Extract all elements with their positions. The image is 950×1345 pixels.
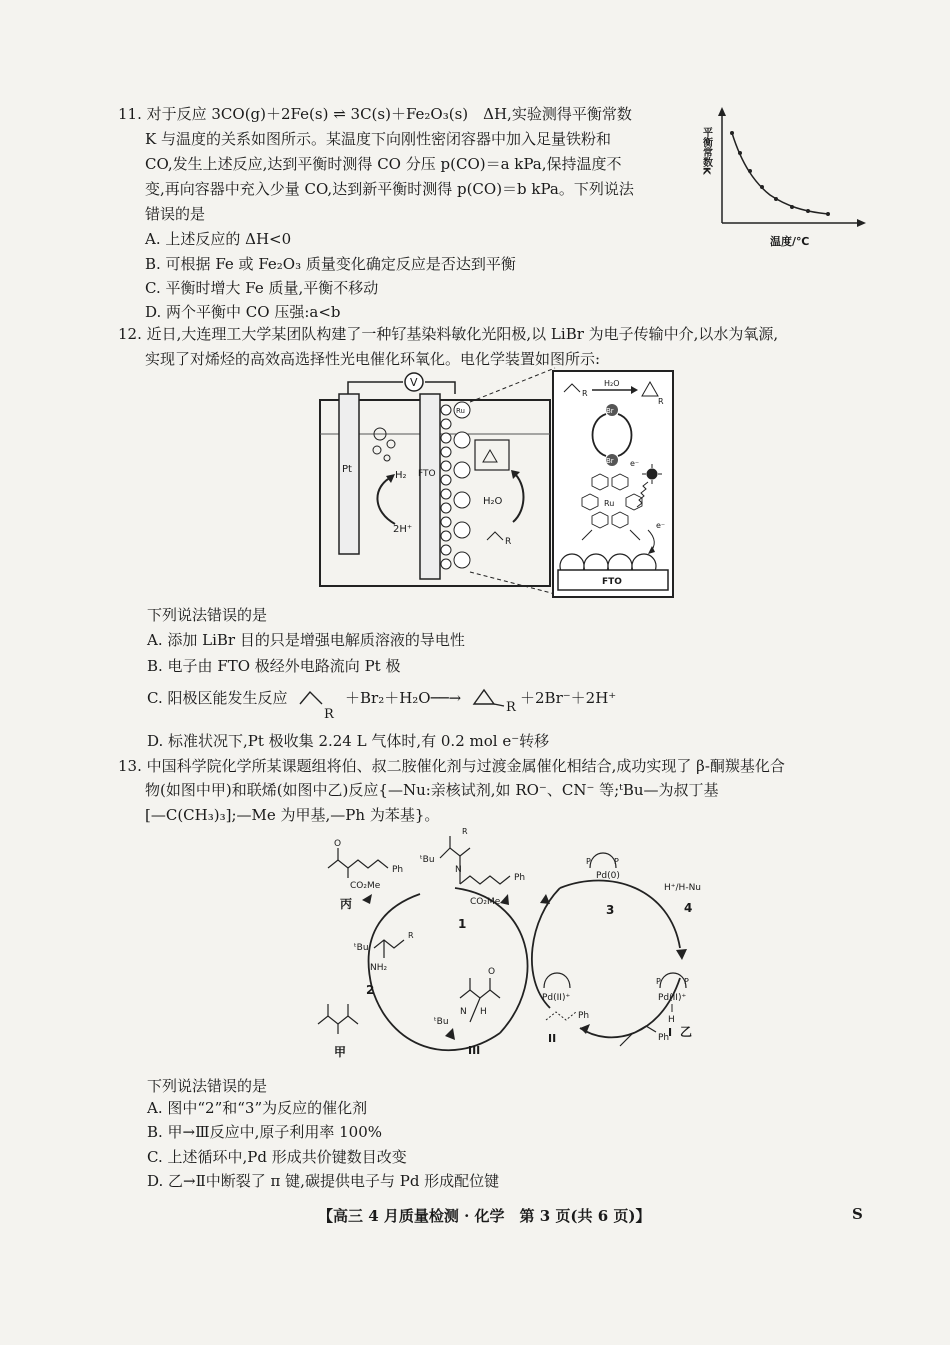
label-I: I [668,1026,673,1039]
label-1: 1 [458,917,467,931]
int1-co2me-label: CO₂Me [470,897,501,907]
br-label-a: Br [606,407,614,415]
option-c-equation: ＋Br₂＋H₂O──→ [345,689,462,707]
q12-option-b[interactable]: B. 电子由 FTO 极经外电路流向 Pt 极 [147,657,401,675]
pd2a-h-label: H [668,1015,675,1025]
fto-label: FTO [418,469,436,479]
label-jia: 甲 [334,1045,347,1059]
br-label-b: Br [606,457,614,465]
int1-tbu-label: ᵗBu [420,855,435,865]
electron-label-2: e⁻ [656,521,666,530]
option-c-r-substituent-1: R [324,707,334,722]
svg-text:R: R [582,389,588,398]
q11-stem-line-4: 变,再向容器中充入少量 CO,达到新平衡时测得 p(CO)＝b kPa。下列说法 [145,180,634,198]
q11-stem-line-5: 错误的是 [145,205,206,223]
h-plus-label: 2H⁺ [393,524,413,535]
ru-label: Ru [456,407,465,415]
label-3: 3 [606,903,615,917]
int3-h-label: H [480,1007,487,1017]
q12-stem-line-1: 12. 近日,大连理工大学某团队构建了一种钌基染料敏化光阳极,以 LiBr 为电子传输中介,以水为氧源, [118,325,779,343]
catalytic-cycle-diagram [310,828,720,1076]
product-co2me-label: CO₂Me [350,881,381,891]
int3-n-label: N [460,1007,467,1017]
q12-question: 下列说法错误的是 [147,606,268,624]
epoxide-structure [470,684,520,714]
int1-ph-label: Ph [514,873,526,883]
photoanode-zoom-panel [552,370,674,598]
product-o-label: O [334,839,342,849]
product-ph-label: Ph [392,865,404,875]
cat2-tbu-label: ᵗBu [354,943,369,953]
pd2a-label: Pd(II)⁺ [658,993,687,1003]
q13-option-d[interactable]: D. 乙→Ⅱ中断裂了 π 键,碳提供电子与 Pd 形成配位键 [147,1172,500,1190]
k-vs-temperature-graph [700,105,870,255]
voltmeter-label: V [410,376,418,389]
q13-stem-line-2: 物(如图中甲)和联烯(如图中乙)反应{—Nu:亲核试剂,如 RO⁻、CN⁻ 等;ᵗBu—为叔丁基 [145,781,719,799]
label-II: II [548,1032,557,1045]
q11-stem-line-3: CO,发生上述反应,达到平衡时测得 CO 分压 p(CO)＝a kPa,保持温度不 [145,155,622,173]
ru-center-label: Ru [604,499,615,508]
q11-stem-line-2: K 与温度的关系如图所示。某温度下向刚性密闭容器中加入足量铁粉和 [145,130,611,148]
h2o-label: H₂O [483,496,503,507]
int3-tbu-label: ᵗBu [434,1017,449,1027]
q13-option-a[interactable]: A. 图中“2”和“3”为反应的催化剂 [147,1099,368,1117]
electron-label-1: e⁻ [630,459,640,468]
cat2-r-label: R [408,931,414,940]
q11-option-a[interactable]: A. 上述反应的 ΔH<0 [145,230,292,248]
q13-question: 下列说法错误的是 [147,1077,268,1095]
pd0-p2-label: P [614,857,619,866]
cat2-nh2-label: NH₂ [370,963,388,973]
footer-title: 【高三 4 月质量检测 · 化学 第 3 页(共 6 页)】 [318,1207,651,1225]
int1-n-label: N [455,865,462,875]
pd2b-ph-label: Ph [578,1011,590,1021]
pd2b-label: Pd(II)⁺ [542,993,571,1003]
pd0-p1-label: P [586,857,591,866]
h2-label: H₂ [395,470,407,481]
q11-stem-line-1: 11. 对于反应 3CO(g)＋2Fe(s) ⇌ 3C(s)＋Fe₂O₃(s) ΔH,实验测得平衡常数 [118,105,632,123]
pd2-p1-label: P [656,977,661,986]
int1-r-label: R [462,827,468,836]
hnu-label: H⁺/H-Nu [664,883,702,893]
pt-label: Pt [342,464,352,475]
q11-option-c[interactable]: C. 平衡时增大 Fe 质量,平衡不移动 [145,279,379,297]
allene-ph-label: Ph [658,1033,670,1043]
q12-option-a[interactable]: A. 添加 LiBr 目的只是增强电解质溶液的导电性 [147,631,465,649]
svg-text:R: R [658,397,664,406]
label-4: 4 [684,901,693,915]
q11-option-d[interactable]: D. 两个平衡中 CO 压强:a<b [145,303,341,321]
q12-option-d[interactable]: D. 标准状况下,Pt 极收集 2.24 L 气体时,有 0.2 mol e⁻转移 [147,732,550,750]
alkene-structure [296,686,336,722]
option-c-r-substituent-2: R [506,700,516,715]
footer-mark: S [852,1205,863,1223]
q13-stem-line-1: 13. 中国科学院化学所某课题组将伯、叔二胺催化剂与过渡金属催化相结合,成功实现了 β-酮羰基化合 [118,757,785,775]
fto-base-label: FTO [602,577,622,587]
graph-y-label: 平衡常数K [700,127,712,175]
option-c-products: ＋2Br⁻＋2H⁺ [520,689,617,707]
fto-electrode [420,394,440,579]
pd2-p2-label: P [684,977,689,986]
int3-o-label: O [488,967,496,977]
graph-x-label: 温度/℃ [770,235,810,248]
label-bing: 丙 [340,897,353,911]
panel-h2o-label: H₂O [604,379,620,388]
q13-option-c[interactable]: C. 上述循环中,Pd 形成共价键数目改变 [147,1148,407,1166]
q12-option-c-label: C. 阳极区能发生反应 [147,689,288,707]
label-III: III [468,1044,481,1057]
q13-option-b[interactable]: B. 甲→Ⅲ反应中,原子利用率 100% [147,1123,383,1141]
q11-option-b[interactable]: B. 可根据 Fe 或 Fe₂O₃ 质量变化确定反应是否达到平衡 [145,255,516,273]
pd0-label: Pd(0) [596,871,620,881]
label-yi: 乙 [680,1025,693,1039]
q13-stem-line-3: [—C(CH₃)₃];—Me 为甲基,—Ph 为苯基}。 [145,806,440,824]
r-label: R [505,537,512,547]
label-2: 2 [366,983,375,997]
q12-stem-line-2: 实现了对烯烃的高效高选择性光电催化环氧化。电化学装置如图所示: [145,350,601,368]
